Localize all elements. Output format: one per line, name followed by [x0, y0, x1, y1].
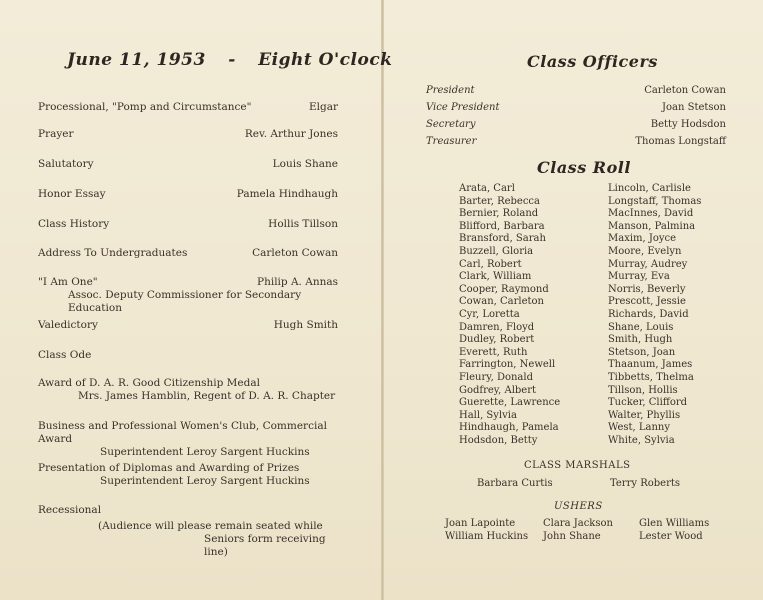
roll-name: Norris, Beverly [608, 283, 686, 295]
officer-title-secretary: Secretary [426, 119, 476, 130]
usher-name: Lester Wood [639, 531, 703, 542]
program-time: Eight O'clock [258, 50, 393, 70]
roll-name: Cooper, Raymond [459, 283, 549, 295]
item-label: Business and Professional Women's Club, Commercial Award [38, 420, 327, 445]
roll-name: Damren, Floyd [459, 321, 535, 333]
title-dash: - [228, 50, 236, 70]
officer-name-treasurer: Thomas Longstaff [635, 136, 726, 147]
item-subtitle: Superintendent Leroy Sargent Huckins [100, 475, 310, 487]
roll-name: Murray, Eva [608, 271, 670, 283]
roll-name: Prescott, Jessie [608, 296, 686, 308]
program-item-class-ode [38, 349, 338, 362]
program-item-processional [38, 101, 338, 114]
roll-name: Tucker, Clifford [608, 397, 688, 409]
ushers-title: USHERS [554, 501, 603, 512]
usher-name: Joan Lapointe [445, 518, 516, 529]
officer-name-secretary: Betty Hodsdon [650, 119, 726, 130]
item-name: Hollis Tillson [268, 218, 338, 230]
roll-name: Farrington, Newell [459, 359, 556, 371]
roll-name: Cowan, Carleton [459, 296, 544, 308]
ushers-column-3 [639, 517, 709, 543]
program-date: June 11, 1953 [67, 50, 206, 70]
roll-name: Shane, Louis [608, 321, 674, 333]
roll-name: Clark, William [459, 271, 532, 283]
roll-name: Everett, Ruth [459, 346, 528, 358]
roll-name: Moore, Evelyn [608, 245, 682, 257]
program-item-salutatory [38, 158, 338, 171]
roll-name: Hodsdon, Betty [459, 434, 538, 446]
item-label: "I Am One" [38, 276, 98, 288]
roll-name: Bransford, Sarah [459, 233, 546, 245]
item-subtitle-2: Seniors form receiving line) [204, 533, 326, 558]
class-officers-title: Class Officers [527, 52, 658, 71]
program-item-bpwc-award [38, 420, 338, 459]
usher-name: John Shane [543, 531, 601, 542]
item-label: Recessional [38, 504, 102, 516]
roll-name: Richards, David [608, 308, 689, 320]
officer-title-president: President [426, 85, 475, 96]
class-roll-column-2 [608, 183, 701, 447]
item-name: Hugh Smith [273, 319, 338, 331]
item-name: Rev. Arthur Jones [244, 128, 338, 140]
item-label: Honor Essay [38, 188, 106, 200]
program-item-recessional [38, 504, 338, 559]
item-subtitle: (Audience will please remain seated while [98, 520, 323, 532]
roll-name: Hall, Sylvia [459, 409, 517, 421]
roll-name: White, Sylvia [608, 434, 675, 446]
item-label: Class Ode [38, 349, 92, 361]
roll-name: Dudley, Robert [459, 334, 535, 346]
roll-name: Hindhaugh, Pamela [459, 422, 559, 434]
officer-name-vice-president: Joan Stetson [661, 102, 726, 113]
item-name: Elgar [308, 101, 338, 113]
class-roll-title: Class Roll [537, 158, 631, 177]
item-label: Address To Undergraduates [38, 247, 188, 259]
item-label: Award of D. A. R. Good Citizenship Medal [38, 377, 260, 389]
roll-name: West, Lanny [608, 422, 671, 434]
item-name: Louis Shane [272, 158, 338, 170]
roll-name: Godfrey, Albert [459, 384, 537, 396]
ushers-column-2 [543, 517, 613, 543]
roll-name: Barter, Rebecca [459, 195, 540, 207]
item-name: Pamela Hindhaugh [236, 188, 338, 200]
roll-name: Lincoln, Carlisle [608, 183, 691, 194]
ushers-column-1 [445, 517, 528, 543]
item-subtitle: Assoc. Deputy Commissioner for Secondary Education [68, 289, 302, 314]
usher-name: William Huckins [445, 531, 529, 542]
roll-name: Arata, Carl [459, 183, 515, 194]
item-name: Carleton Cowan [252, 247, 338, 259]
item-label: Prayer [38, 128, 74, 140]
roll-name: MacInnes, David [608, 208, 694, 220]
usher-name: Clara Jackson [543, 518, 613, 529]
officer-title-treasurer: Treasurer [426, 136, 477, 147]
roll-name: Bernier, Roland [459, 208, 539, 220]
roll-name: Guerette, Lawrence [459, 397, 561, 409]
usher-name: Glen Williams [639, 518, 710, 529]
roll-name: Walter, Phyllis [608, 409, 681, 421]
roll-name: Tillson, Hollis [608, 384, 678, 396]
officer-name-president: Carleton Cowan [644, 85, 726, 96]
roll-name: Blifford, Barbara [459, 220, 545, 232]
item-label: Valedictory [38, 319, 98, 331]
roll-name: Thaanum, James [608, 359, 693, 371]
marshal-name: Barbara Curtis [477, 478, 553, 489]
roll-name: Manson, Palmina [608, 220, 696, 232]
roll-name: Carl, Robert [459, 258, 522, 270]
item-name: Philip A. Annas [257, 276, 338, 288]
program-item-honor-essay [38, 188, 338, 201]
roll-name: Buzzell, Gloria [459, 245, 534, 257]
program-item-prayer [38, 128, 338, 141]
item-subtitle: Mrs. James Hamblin, Regent of D. A. R. Chapter [78, 390, 336, 402]
roll-name: Smith, Hugh [608, 334, 673, 346]
item-label: Presentation of Diplomas and Awarding of Prizes [38, 462, 300, 474]
program-item-i-am-one [38, 276, 338, 315]
roll-name: Cyr, Loretta [459, 308, 520, 320]
roll-name: Longstaff, Thomas [608, 195, 702, 207]
item-label: Class History [38, 218, 110, 230]
program-title [67, 50, 393, 70]
roll-name: Fleury, Donald [459, 371, 533, 383]
program-item-valedictory [38, 319, 338, 332]
marshal-name: Terry Roberts [610, 478, 680, 489]
program-item-class-history [38, 218, 338, 231]
roll-name: Stetson, Joan [608, 346, 676, 358]
roll-name: Maxim, Joyce [608, 233, 677, 245]
officer-title-vice-president: Vice President [426, 102, 500, 113]
class-marshals-title: CLASS MARSHALS [524, 460, 631, 471]
program-item-dar-award [38, 377, 338, 403]
item-label: Salutatory [38, 158, 94, 170]
class-roll-column-1 [459, 183, 560, 447]
item-subtitle: Superintendent Leroy Sargent Huckins [100, 446, 310, 458]
program-item-diplomas [38, 462, 338, 488]
roll-name: Tibbetts, Thelma [608, 371, 694, 383]
program-item-address [38, 247, 338, 260]
roll-name: Murray, Audrey [608, 258, 688, 270]
item-label: Processional, "Pomp and Circumstance" [38, 101, 252, 113]
